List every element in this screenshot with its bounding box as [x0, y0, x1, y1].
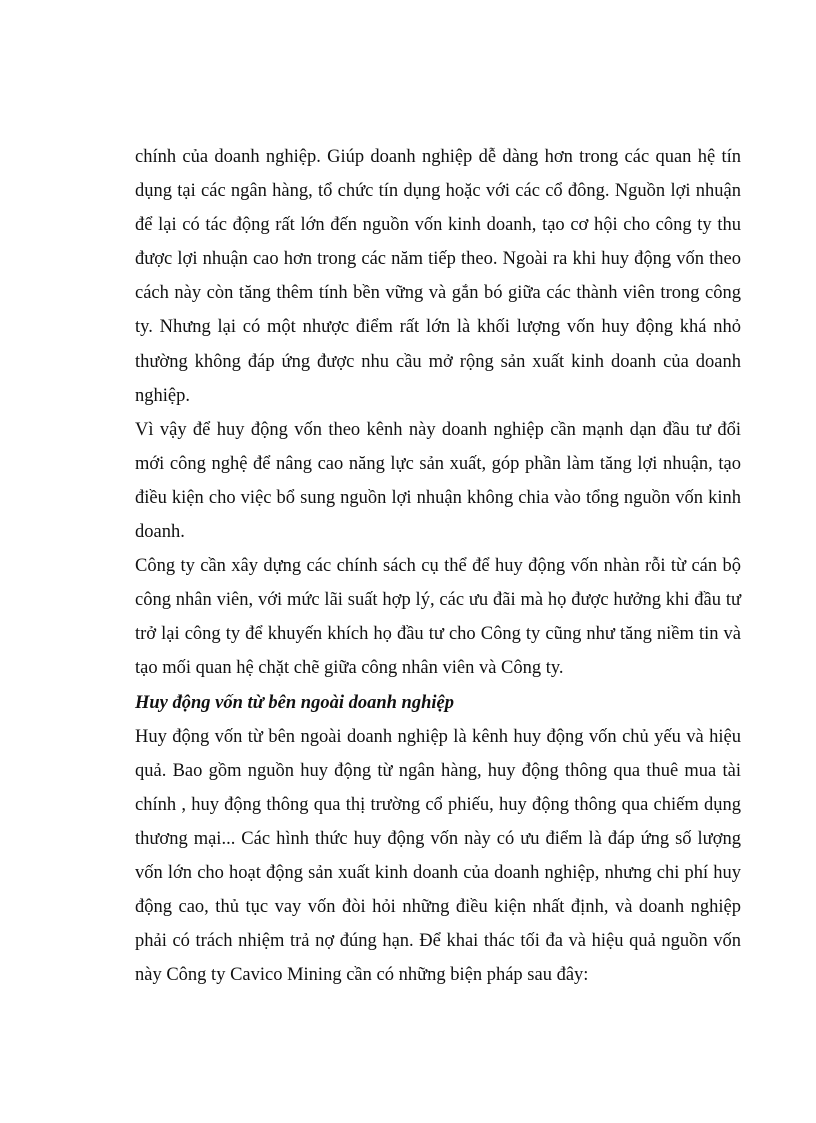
- document-body: [135, 140, 741, 992]
- paragraph-external-capital: Huy động vốn từ bên ngoài doanh nghiệp là kênh huy động vốn chủ yếu và hiệu quả. Bao gồm nguồn huy động từ ngân hàng, huy động thông qua thuê mua tài chính , huy động thông qua thị trường cổ phiếu, huy động thông qua chiếm dụng thương mại... Các hình thức huy động vốn này có ưu điểm là đáp ứng số lượng vốn lớn cho hoạt động sản xuất kinh doanh của doanh nghiệp, nhưng chi phí huy động cao, thủ tục vay vốn đòi hỏi những điều kiện nhất định, và doanh nghiệp phải có trách nhiệm trả nợ đúng hạn. Để khai thác tối đa và hiệu quả nguồn vốn này Công ty Cavico Mining cần có những biện pháp sau đây:: [135, 726, 741, 986]
- section-heading-external-capital: Huy động vốn từ bên ngoài doanh nghiệp: [135, 692, 454, 713]
- paragraph-employee-capital: Công ty cần xây dựng các chính sách cụ thể để huy động vốn nhàn rỗi từ cán bộ công nhân viên, với mức lãi suất hợp lý, các ưu đãi mà họ được hưởng khi đầu tư trở lại công ty để khuyến khích họ đầu tư cho Công ty cũng như tăng niềm tin và tạo mối quan hệ chặt chẽ giữa công nhân viên và Công ty.: [135, 556, 741, 679]
- paragraph-retained-earnings: chính của doanh nghiệp. Giúp doanh nghiệp dễ dàng hơn trong các quan hệ tín dụng tại các ngân hàng, tổ chức tín dụng hoặc với các cổ đông. Nguồn lợi nhuận để lại có tác động rất lớn đến nguồn vốn kinh doanh, tạo cơ hội cho công ty thu được lợi nhuận cao hơn trong các năm tiếp theo. Ngoài ra khi huy động vốn theo cách này còn tăng thêm tính bền vững và gắn bó giữa các thành viên trong công ty. Nhưng lại có một nhược điểm rất lớn là khối lượng vốn huy động khá nhỏ thường không đáp ứng được nhu cầu mở rộng sản xuất kinh doanh của doanh nghiệp.: [135, 147, 741, 406]
- paragraph-technology-investment: Vì vậy để huy động vốn theo kênh này doanh nghiệp cần mạnh dạn đầu tư đổi mới công nghệ để nâng cao năng lực sản xuất, góp phần làm tăng lợi nhuận, tạo điều kiện cho việc bổ sung nguồn lợi nhuận không chia vào tổng nguồn vốn kinh doanh.: [135, 419, 741, 543]
